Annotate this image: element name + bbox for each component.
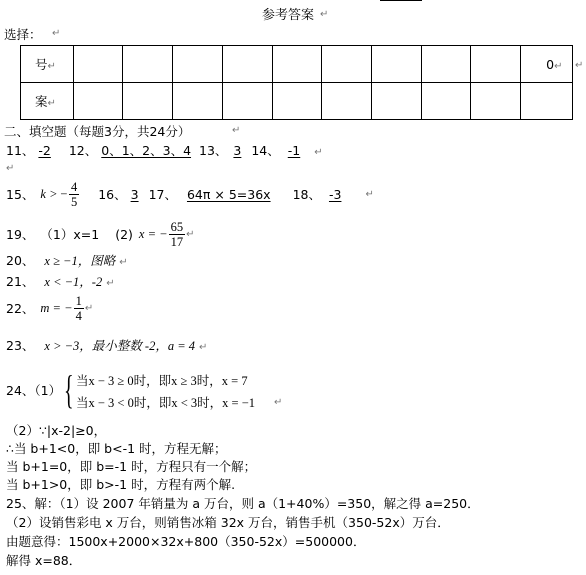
paragraph-mark-icon: ↵ (232, 125, 241, 136)
table-cell (521, 83, 573, 120)
fill-heading: 二、填空题（每题3分，共24分） (4, 124, 191, 139)
q14-number: 14、 (251, 143, 280, 158)
table-cell (123, 83, 173, 120)
q22-denominator: 4 (75, 308, 82, 323)
table-cell (123, 46, 173, 83)
table-cell (173, 46, 223, 83)
q18-number: 18、 (292, 186, 321, 202)
q16-answer: 3 (130, 186, 139, 202)
q24-part2-line1: （2）∵|x-2|≥0， (6, 423, 107, 438)
table-cell (173, 83, 223, 120)
q11-number: 11、 (6, 143, 35, 158)
q13-number: 13、 (199, 143, 228, 158)
table-cell (73, 46, 123, 83)
table-cell (222, 83, 272, 120)
row-label-number: 号 (35, 57, 48, 72)
q14-answer: -1 (287, 143, 301, 158)
page-title: 参考答案 (262, 8, 315, 23)
table-row (21, 83, 573, 120)
q20-answer: x ≥ −1，图略 (44, 254, 116, 268)
q24-number: 24、（1） (6, 383, 62, 398)
q21-line (6, 274, 115, 291)
table-cell (272, 46, 322, 83)
q11-answer: -2 (38, 143, 51, 158)
q15-lhs: k > (40, 186, 58, 201)
table-cell (222, 46, 272, 83)
q21-answer: x < −1，-2 (44, 275, 103, 289)
paragraph-mark-icon: ↵ (106, 278, 115, 289)
q22-numerator: 1 (75, 293, 82, 308)
table-row (21, 46, 573, 83)
paragraph-mark-icon: ↵ (314, 147, 323, 158)
q18-answer: -3 (328, 186, 342, 202)
q25-line3: 由题意得：1500x+2000×32x+800（350-52x）=500000． (6, 534, 366, 549)
q15-denominator: 5 (70, 194, 78, 209)
q25-line2: （2）设销售彩电 x 万台，则销售冰箱 32x 万台，销售手机（350-52x）万台． (6, 515, 450, 530)
q19-number: 19、 (6, 226, 35, 242)
table-cell (322, 83, 372, 120)
choice-heading: 选择： (4, 27, 42, 42)
q15-number: 15、 (6, 186, 35, 202)
q19-part2-label: (2) (115, 226, 133, 242)
q25-line1: 25、解：（1）设 2007 年销量为 a 万台，则 a（1+40%）=350，解之得 a=250． (6, 496, 480, 511)
q19-denominator: 17 (170, 234, 184, 249)
table-cell: 号↵ (21, 46, 74, 83)
paragraph-mark-icon: ↵ (575, 60, 584, 71)
paragraph-mark-icon: ↵ (52, 28, 61, 39)
q12-number: 12、 (68, 143, 98, 158)
q24-part2-line3: 当 b+1=0，即 b=-1 时，方程只有一个解； (6, 459, 257, 474)
table-cell (471, 83, 521, 120)
q15-numerator: 4 (70, 179, 78, 194)
q12-answer: 0、1、2、3、4 (101, 143, 192, 158)
q24-part2-line2: ∴当 b+1<0，即 b<-1 时，方程无解； (6, 441, 227, 456)
q24-case2: 当x − 3 < 0时，即x < 3时，x = −1 (76, 396, 255, 410)
q19-fraction (169, 220, 186, 249)
q25-line4: 解得 x=88． (6, 553, 82, 568)
paragraph-mark-icon: ↵ (365, 188, 374, 200)
row-label-answer: 案 (35, 94, 48, 109)
q19-line (6, 216, 194, 252)
q17-number: 17、 (148, 186, 177, 202)
q22-lhs: m = − (40, 300, 73, 315)
q24-case1: 当x − 3 ≥ 0时，即x ≥ 3时，x = 7 (76, 374, 248, 388)
q22-line (6, 290, 93, 326)
q20-number: 20、 (6, 253, 35, 268)
table-cell (421, 83, 471, 120)
q15-18-line (6, 176, 374, 212)
q23-answer: x > −3，最小整数 -2，a = 4 (44, 339, 196, 353)
top-rule (380, 0, 422, 1)
q11-14-line (6, 143, 323, 160)
q24-part2-line4: 当 b+1>0，即 b>-1 时，方程有两个解. (6, 477, 236, 492)
q19-numerator: 65 (170, 219, 184, 234)
table-cell (371, 83, 421, 120)
q16-number: 16、 (98, 186, 127, 202)
q13-answer: 3 (233, 143, 242, 158)
q19-part1: （1）x=1 (40, 226, 100, 242)
paragraph-mark-icon: ↵ (320, 9, 329, 20)
table-cell (73, 83, 123, 120)
table-cell (272, 83, 322, 120)
paragraph-mark-icon: ↵ (199, 342, 208, 353)
paragraph-mark-icon: ↵ (186, 228, 195, 240)
table-cell (421, 46, 471, 83)
paragraph-mark-icon: ↵ (84, 302, 94, 314)
answer-table (20, 45, 573, 120)
q22-number: 22、 (6, 300, 35, 316)
q22-fraction (74, 294, 84, 323)
q23-number: 23、 (6, 338, 35, 353)
q21-number: 21、 (6, 274, 35, 289)
table-cell: 案↵ (21, 83, 74, 120)
paragraph-mark-icon: ↵ (6, 163, 15, 174)
q19-lhs: x = − (138, 226, 168, 241)
table-cell: 0↵ (521, 46, 573, 83)
paragraph-mark-icon: ↵ (119, 257, 128, 268)
q17-answer: 64π × 5=36x (186, 186, 271, 202)
q23-line (6, 338, 207, 355)
q15-sign: − (59, 186, 68, 201)
paragraph-mark-icon: ↵ (274, 397, 283, 408)
table-cell (322, 46, 372, 83)
row-last-value: 0 (546, 56, 555, 72)
q20-line (6, 253, 128, 270)
q15-fraction (69, 180, 79, 209)
table-cell (371, 46, 421, 83)
table-cell (471, 46, 521, 83)
brace-icon: { (64, 367, 74, 412)
